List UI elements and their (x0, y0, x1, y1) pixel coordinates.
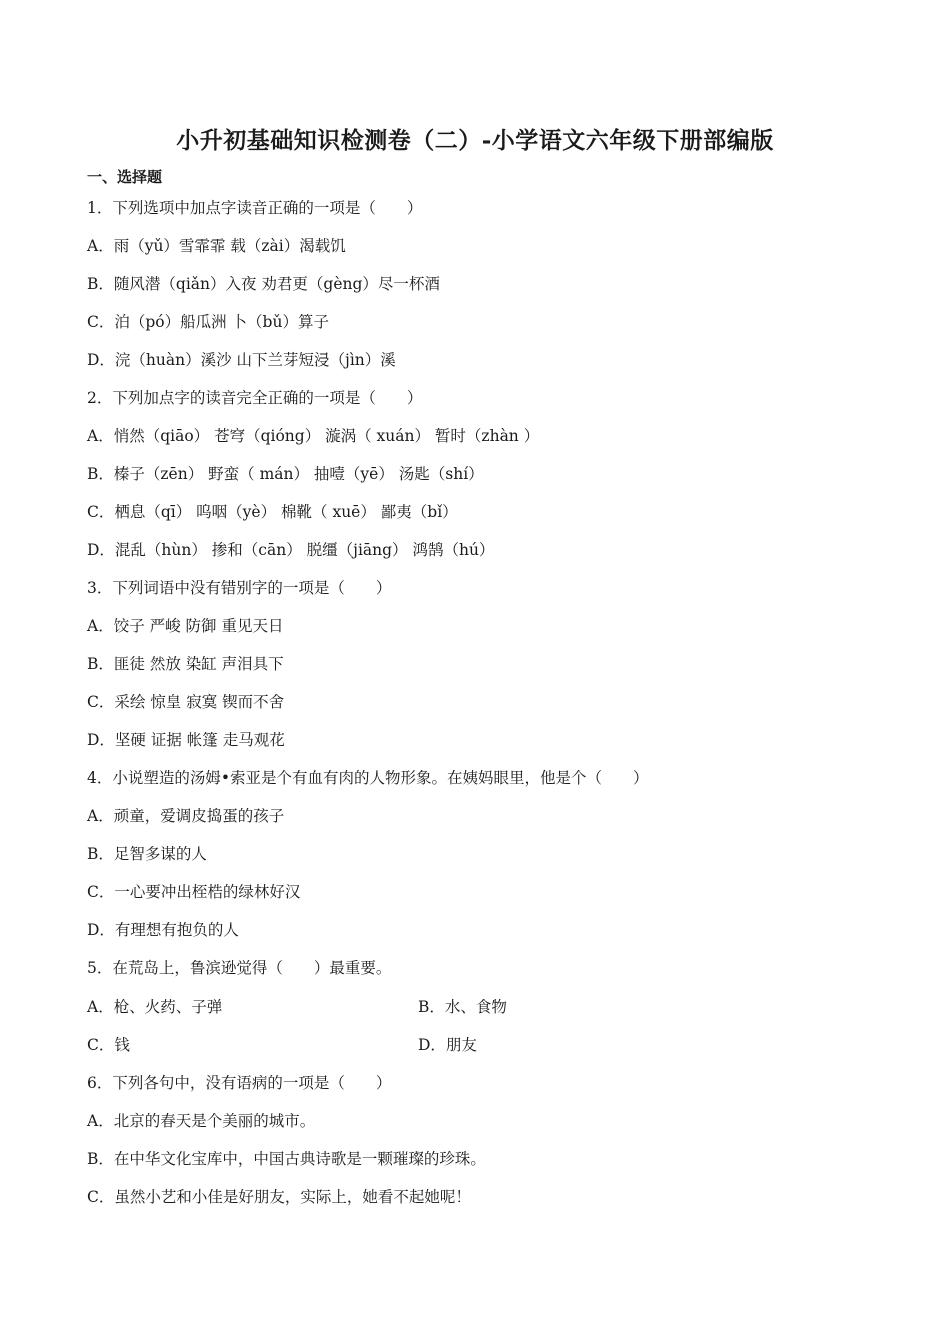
page-title: 小升初基础知识检测卷（二）-小学语文六年级下册部编版 (176, 127, 774, 154)
q6-option-c: C．虽然小艺和小佳是好朋友，实际上，她看不起她呢！ (87, 1188, 471, 1206)
q2-option-a: A．悄然（qiāo） 苍穹（qióng） 漩涡（ xuán） 暂时（zhàn ） (87, 427, 540, 445)
q2-option-b: B．榛子（zēn） 野蛮（ mán） 抽噎（yē） 汤匙（shí） (87, 465, 484, 483)
q2-option-d: D．混乱（hùn） 掺和（cān） 脱缰（jiāng） 鸿鹄（hú） (87, 541, 495, 559)
q3-option-c: C．采绘 惊皇 寂寞 锲而不舍 (87, 693, 285, 711)
question-2: 2．下列加点字的读音完全正确的一项是（ ） (87, 389, 423, 407)
question-1: 1．下列选项中加点字读音正确的一项是（ ） (87, 199, 423, 217)
section-heading: 一、选择题 (87, 168, 163, 186)
question-5: 5．在荒岛上，鲁滨逊觉得（ ）最重要。 (87, 959, 392, 977)
q2-option-c: C．栖息（qī） 呜咽（yè） 棉靴（ xuē） 鄙夷（bǐ） (87, 503, 458, 521)
q3-option-d: D．坚硬 证据 帐篷 走马观花 (87, 731, 285, 749)
q4-option-b: B．足智多谋的人 (87, 845, 207, 863)
question-6: 6．下列各句中，没有语病的一项是（ ） (87, 1074, 392, 1092)
q4-option-a: A．顽童，爱调皮捣蛋的孩子 (87, 807, 285, 825)
question-4: 4．小说塑造的汤姆•索亚是个有血有肉的人物形象。在姨妈眼里，他是个（ ） (87, 769, 649, 787)
q1-option-d: D．浣（huàn）溪沙 山下兰芽短浸（jìn）溪 (87, 351, 396, 369)
question-3: 3．下列词语中没有错别字的一项是（ ） (87, 579, 392, 597)
q1-option-a: A．雨（yǔ）雪霏霏 载（zài）渴载饥 (87, 237, 346, 255)
q5-option-c: C．钱 (87, 1036, 130, 1054)
q4-option-c: C．一心要冲出桎梏的绿林好汉 (87, 883, 301, 901)
q3-option-b: B．匪徒 然放 染缸 声泪具下 (87, 655, 284, 673)
q1-option-b: B．随风潜（qiǎn）入夜 劝君更（gèng）尽一杯酒 (87, 275, 440, 293)
q4-option-d: D．有理想有抱负的人 (87, 921, 239, 939)
q3-option-a: A．饺子 严峻 防御 重见天日 (87, 617, 284, 635)
q6-option-a: A．北京的春天是个美丽的城市。 (87, 1112, 316, 1130)
q5-option-d: D．朋友 (418, 1036, 477, 1054)
q5-option-a: A．枪、火药、子弹 (87, 998, 223, 1016)
q5-option-b: B．水、食物 (418, 998, 507, 1016)
q6-option-b: B．在中华文化宝库中，中国古典诗歌是一颗璀璨的珍珠。 (87, 1150, 486, 1168)
q1-option-c: C．泊（pó）船瓜洲 卜（bǔ）算子 (87, 313, 329, 331)
